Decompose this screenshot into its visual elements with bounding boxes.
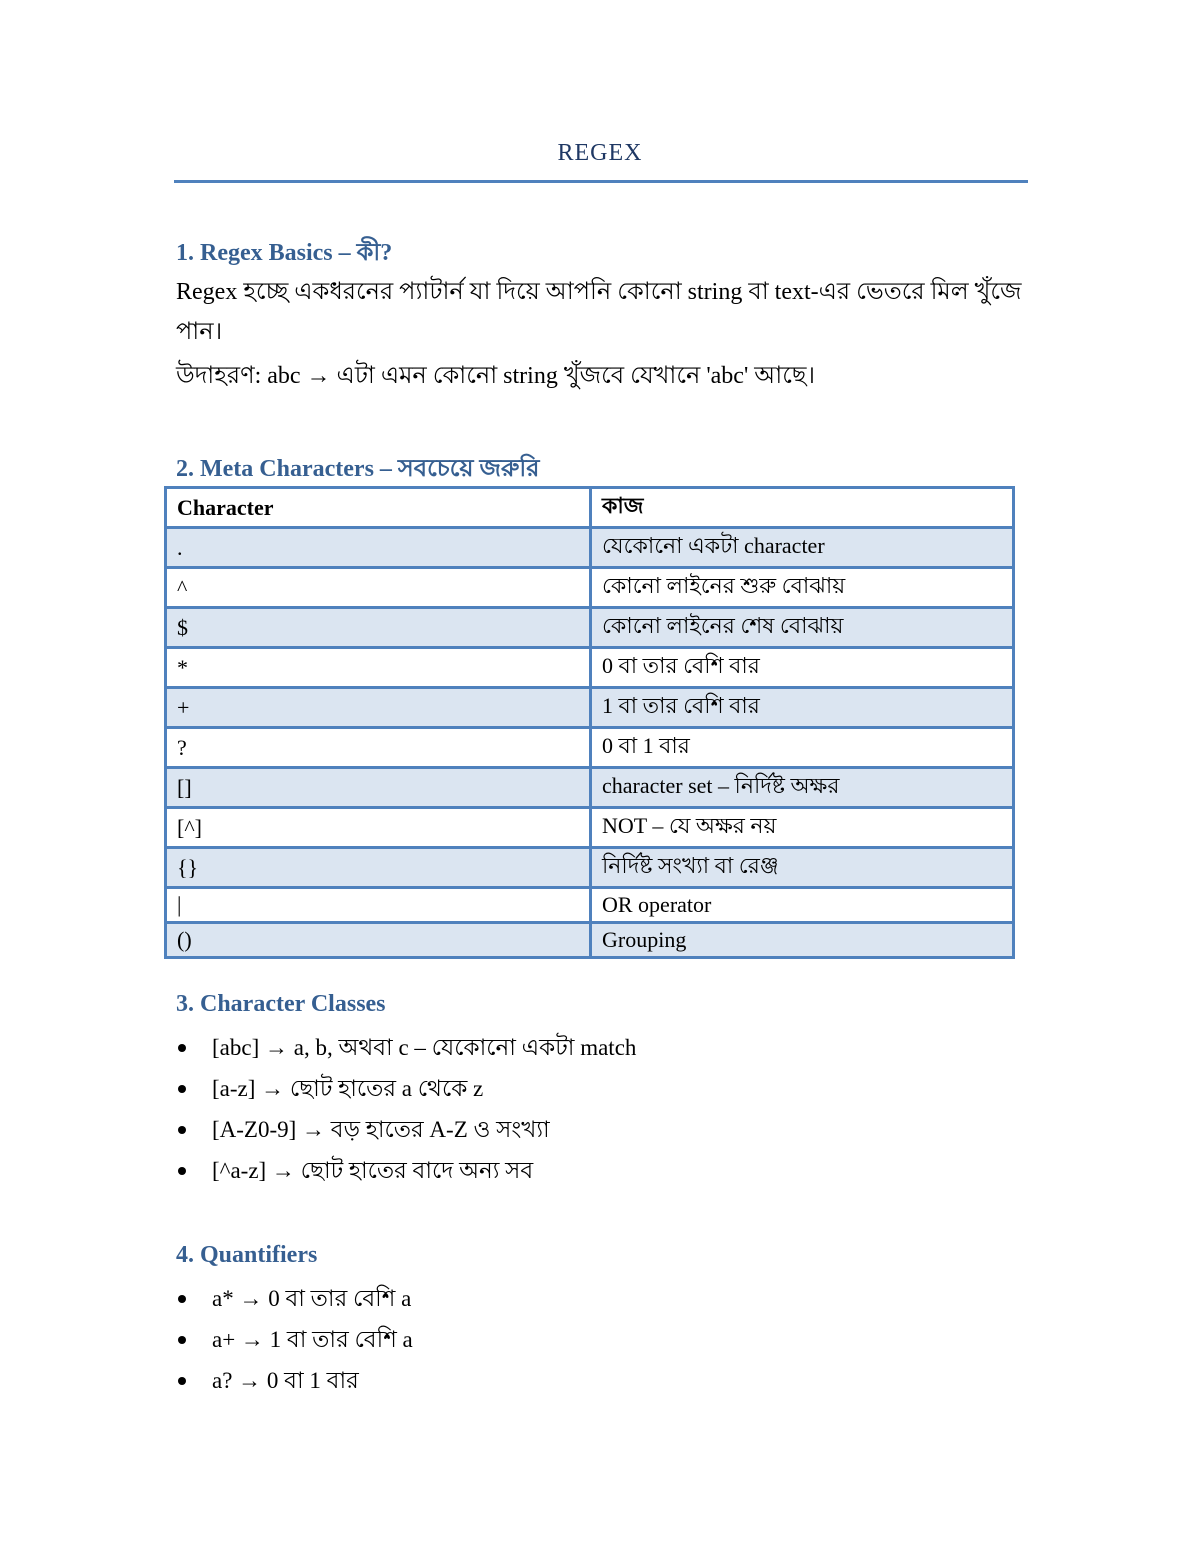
bullet-icon [178,1377,186,1385]
bullet-icon [178,1126,186,1134]
table-header-row [166,488,1014,528]
table-cell-description: 0 বা 1 বার [591,728,1014,768]
table-cell-character: + [166,688,591,728]
table-row [166,888,1014,923]
table-row [166,648,1014,688]
table-header-function: কাজ [591,488,1014,528]
character-classes-list [176,1027,636,1191]
table-cell-description: কোনো লাইনের শেষ বোঝায় [591,608,1014,648]
table-cell-character: . [166,528,591,568]
bullet-icon [178,1044,186,1052]
table-cell-character: [^] [166,808,591,848]
list-item [176,1027,636,1068]
table-cell-description: 1 বা তার বেশি বার [591,688,1014,728]
bullet-icon [178,1167,186,1175]
table-cell-description: নির্দিষ্ট সংখ্যা বা রেঞ্জ [591,848,1014,888]
table-cell-character: ? [166,728,591,768]
table-cell-character: ^ [166,568,591,608]
list-item-text: [^a-z] → ছোট হাতের বাদে অন্য সব [212,1158,534,1183]
list-item-text: a? → 0 বা 1 বার [212,1368,359,1393]
table-row [166,568,1014,608]
list-item [176,1360,413,1401]
section1-example: উদাহরণ: abc → এটা এমন কোনো string খুঁজবে যেখানে 'abc' আছে। [176,363,816,389]
list-item [176,1278,413,1319]
table-row [166,768,1014,808]
section1-heading: 1. Regex Basics – কী? [176,240,393,266]
table-cell-description: যেকোনো একটা character [591,528,1014,568]
table-cell-description: Grouping [591,923,1014,958]
table-cell-character: {} [166,848,591,888]
table-header-character: Character [166,488,591,528]
list-item [176,1109,636,1150]
title-underline [174,180,1028,183]
table-row [166,688,1014,728]
table-row [166,728,1014,768]
list-item [176,1319,413,1360]
table-cell-description: কোনো লাইনের শুরু বোঝায় [591,568,1014,608]
bullet-icon [178,1295,186,1303]
table-row [166,608,1014,648]
quantifiers-list [176,1278,413,1401]
list-item [176,1150,636,1191]
section2-heading: 2. Meta Characters – সবচেয়ে জরুরি [176,456,540,482]
table-row [166,848,1014,888]
table-cell-character: [] [166,768,591,808]
table-row [166,923,1014,958]
table-row [166,808,1014,848]
document-title: REGEX [557,140,643,166]
section1-paragraph: Regex হচ্ছে একধরনের প্যাটার্ন যা দিয়ে আপনি কোনো string বা text-এর ভেতরে মিল খুঁজে পান। [176,279,1022,345]
table-cell-character: () [166,923,591,958]
table-cell-description: character set – নির্দিষ্ট অক্ষর [591,768,1014,808]
table-cell-character: * [166,648,591,688]
list-item-text: [abc] → a, b, অথবা c – যেকোনো একটা match [212,1035,637,1060]
section3-heading: 3. Character Classes [176,991,386,1017]
list-item [176,1068,636,1109]
bullet-icon [178,1336,186,1344]
table-cell-description: OR operator [591,888,1014,923]
table-row [166,528,1014,568]
table-cell-description: NOT – যে অক্ষর নয় [591,808,1014,848]
table-cell-character: | [166,888,591,923]
table-cell-description: 0 বা তার বেশি বার [591,648,1014,688]
list-item-text: a* → 0 বা তার বেশি a [212,1286,412,1311]
list-item-text: [a-z] → ছোট হাতের a থেকে z [212,1076,484,1101]
bullet-icon [178,1085,186,1093]
meta-characters-table [164,486,1015,959]
table-cell-character: $ [166,608,591,648]
section4-heading: 4. Quantifiers [176,1242,318,1268]
list-item-text: [A-Z0-9] → বড় হাতের A-Z ও সংখ্যা [212,1117,550,1142]
list-item-text: a+ → 1 বা তার বেশি a [212,1327,413,1352]
